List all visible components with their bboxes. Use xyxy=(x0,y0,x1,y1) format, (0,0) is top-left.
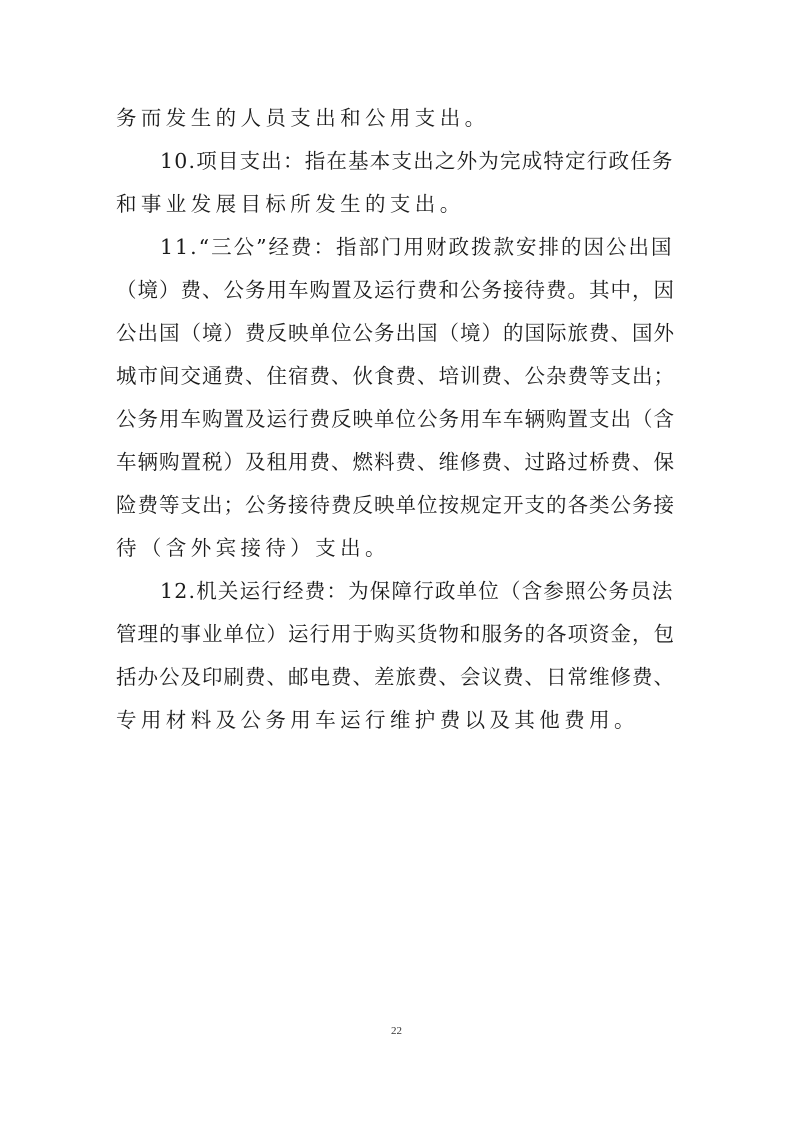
text-line: 城市间交通费、住宿费、伙食费、培训费、公杂费等支出； xyxy=(116,364,675,388)
text-line: （境）费、公务用车购置及运行费和公务接待费。其中，因 xyxy=(116,278,675,302)
page-number: 22 xyxy=(391,1025,402,1037)
text-line: 公务用车购置及运行费反映单位公务用车车辆购置支出（含 xyxy=(116,407,675,431)
text-line: 待（含外宾接待）支出。 xyxy=(116,536,390,560)
paragraph-10-line: 10.项目支出：指在基本支出之外为完成特定行政任务 xyxy=(160,149,674,173)
paragraph-12-line: 12.机关运行经费：为保障行政单位（含参照公务员法 xyxy=(160,579,674,603)
text-line: 括办公及印刷费、邮电费、差旅费、会议费、日常维修费、 xyxy=(116,665,675,689)
text-line: 务而发生的人员支出和公用支出。 xyxy=(116,106,490,130)
paragraph-11-line: 11.“三公”经费：指部门用财政拨款安排的因公出国 xyxy=(160,235,674,259)
text-line: 车辆购置税）及租用费、燃料费、维修费、过路过桥费、保 xyxy=(116,450,675,474)
text-line: 公出国（境）费反映单位公务出国（境）的国际旅费、国外 xyxy=(116,321,675,345)
text-line: 专用材料及公务用车运行维护费以及其他费用。 xyxy=(116,708,639,732)
text-line: 险费等支出；公务接待费反映单位按规定开支的各类公务接 xyxy=(116,493,675,517)
text-line: 和事业发展目标所发生的支出。 xyxy=(116,192,465,216)
text-line: 管理的事业单位）运行用于购买货物和服务的各项资金，包 xyxy=(116,622,675,646)
